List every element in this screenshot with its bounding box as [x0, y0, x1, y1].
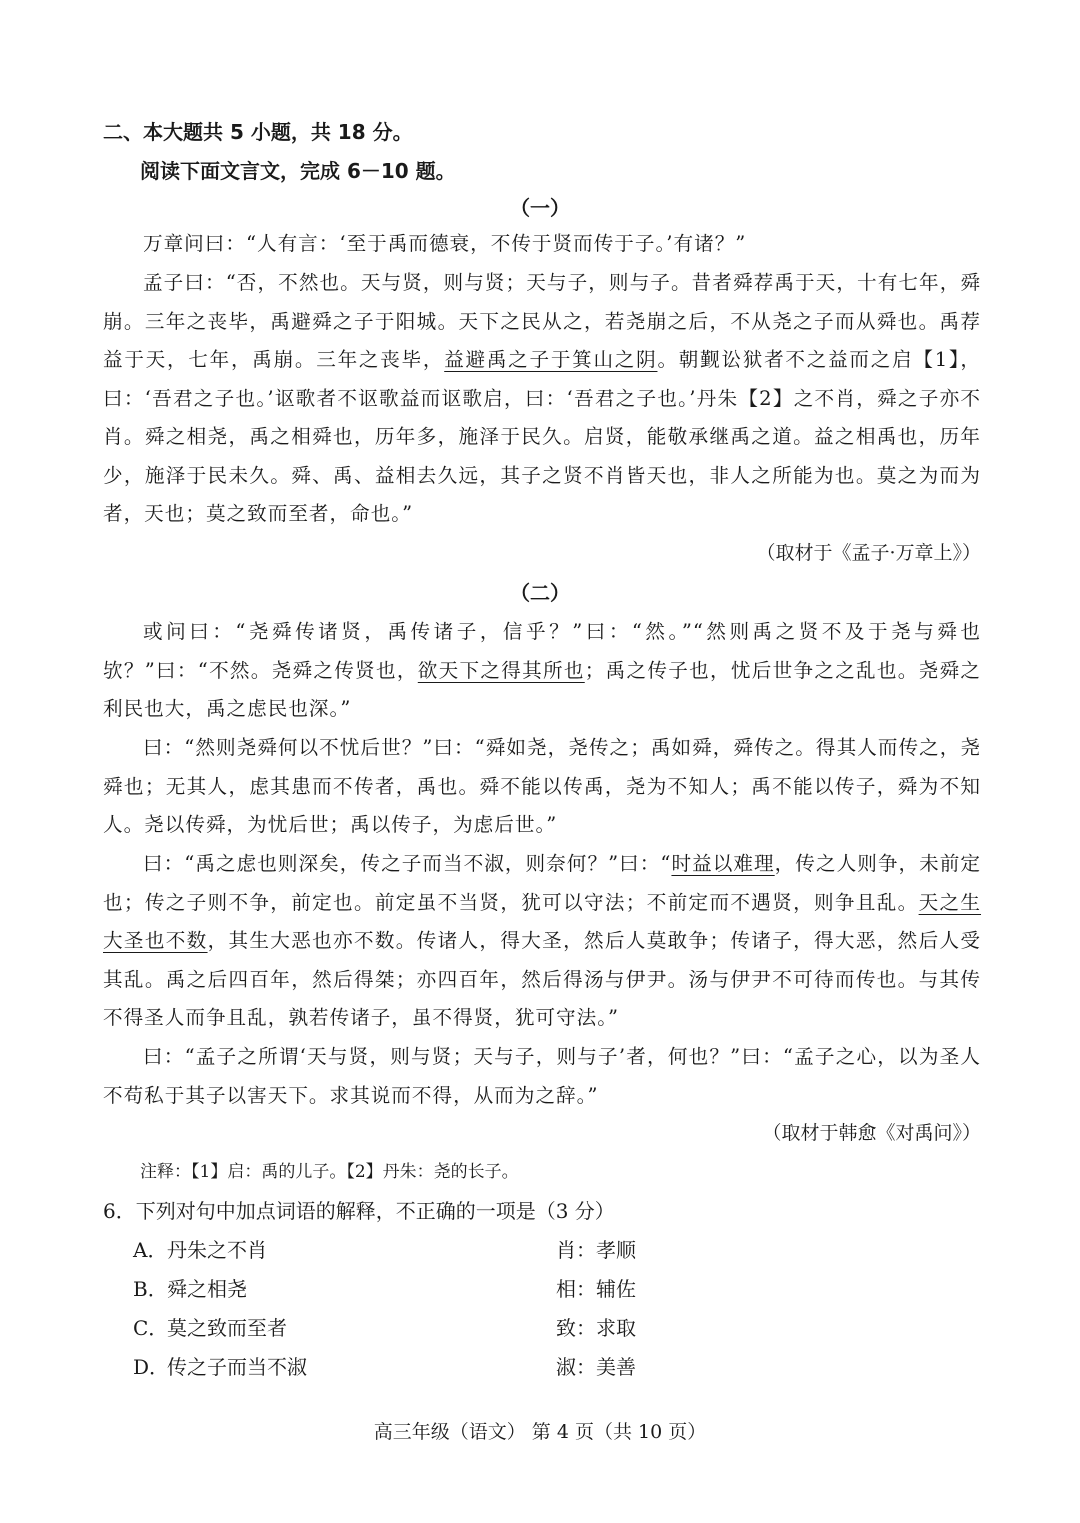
option-label: B． — [133, 1277, 168, 1301]
option-label: D． — [133, 1355, 170, 1379]
passage-2-text-a: 或问曰：“尧舜传诸贤，禹传诸子，信乎？”曰：“然。”“然则禹之贤不及于尧与舜也欤？”曰：“不然。尧舜之传贤也， — [103, 620, 981, 682]
passage-2-paragraph-3 — [103, 845, 981, 1038]
option-explanation: 致：求取 — [556, 1316, 636, 1340]
option-d — [133, 1351, 733, 1389]
passage-1-title: （一） — [510, 196, 570, 220]
passage-2-paragraph-2: 曰：“然则尧舜何以不忧后世？”曰：“舜如尧，尧传之；禹如舜，舜传之。得其人而传之，尧舜也；无其人，虑其患而不传者，禹也。舜不能以传禹，尧为不知人；禹不能以传子，舜为不知人。尧以传舜，为忧后世；禹以传子，为虑后世。” — [103, 736, 981, 836]
option-explanation: 肖：孝顺 — [556, 1238, 636, 1262]
annotation-notes: 注释：【1】启：禹的儿子。【2】丹朱：尧的长子。 — [140, 1162, 519, 1182]
underlined-sentence-2: 欲天下之得其所也 — [417, 658, 585, 682]
passage-2-paragraph-4: 曰：“孟子之所谓‘天与贤，则与贤；天与子，则与子’者，何也？”曰：“孟子之心，以为圣人不苟私于其子以害天下。求其说而不得，从而为之辞。” — [103, 1045, 981, 1107]
option-explanation: 相：辅佐 — [556, 1277, 636, 1301]
question-6-stem: 6．下列对句中加点词语的解释，不正确的一项是（3 分） — [103, 1199, 615, 1223]
section-heading: 二、本大题共 5 小题，共 18 分。 — [103, 120, 413, 144]
underlined-sentence-1: 益避禹之子于箕山之阴 — [444, 348, 658, 371]
passage-2-text-b: ；禹之传子也，忧后世争之之乱也。尧舜之利民也大，禹之虑民也深。” — [103, 658, 982, 720]
option-explanation: 淑：美善 — [556, 1355, 636, 1379]
option-sentence: 舜之相尧 — [167, 1277, 247, 1301]
passage-1-paragraph-1: 万章问曰：“人有言：‘至于禹而德衰，不传于贤而传于子。’有诸？” — [143, 232, 747, 255]
passage-1-text-b: 。朝觐讼狱者不之益而之启【1】，曰：‘吾君之子也。’讴歌者不讴歌益而讴歌启，曰：‘吾君之子也。’丹朱【2】之不肖，舜之子亦不肖。舜之相尧，禹之相舜也，历年多，施泽于民久。启贤，能敬承继禹之道。益之相禹也，历年少，施泽于民未久。舜、禹、益相去久远，其子之贤不肖皆天也，非人之所能为也。莫之为而为者，天也；莫之致而至者，命也。” — [103, 348, 982, 525]
passage-2-source: （取材于韩愈《对禹问》） — [762, 1122, 981, 1144]
option-sentence: 传之子而当不淑 — [167, 1355, 307, 1379]
option-c — [133, 1312, 733, 1350]
underlined-sentence-3: 时益以难理 — [671, 852, 775, 875]
passage-2-text-c: 曰：“禹之虑也则深矣，传之子而当不淑，则奈何？”曰：“ — [143, 852, 672, 875]
option-sentence: 莫之致而至者 — [167, 1316, 287, 1340]
option-label: C． — [133, 1316, 169, 1340]
option-label: A． — [133, 1238, 168, 1262]
option-b — [133, 1273, 733, 1311]
passage-2-text-e: ，其生大恶也亦不数。传诸人，得大圣，然后人莫敢争；传诸子，得大恶，然后人受其乱。禹之后四百年，然后得桀；亦四百年，然后得汤与伊尹。汤与伊尹不可待而传也。与其传不得圣人而争且乱，孰若传诸子，虽不得贤，犹可守法。” — [103, 929, 981, 1029]
option-sentence: 丹朱之不肖 — [167, 1238, 267, 1262]
passage-2-text-d: ，传之人则争，未前定也；传之子则不争，前定也。前定虽不当贤，犹可以守法；不前定而不遇贤，则争且乱。 — [103, 852, 982, 914]
passage-1-paragraph-2 — [103, 264, 981, 534]
passage-2-paragraph-1 — [103, 613, 981, 729]
section-instruction: 阅读下面文言文，完成 6－10 题。 — [140, 159, 456, 183]
page-footer: 高三年级（语文） 第 4 页（共 10 页） — [373, 1421, 707, 1443]
passage-2-title: （二） — [510, 581, 570, 605]
passage-1-text-a: 孟子曰：“否，不然也。天与贤，则与贤；天与子，则与子。昔者舜荐禹于天，十有七年，舜崩。三年之丧毕，禹避舜之子于阳城。天下之民从之，若尧崩之后，不从尧之子而从舜也。禹荐益于天，七年，禹崩。三年之丧毕， — [103, 271, 981, 371]
underlined-sentence-4: 天之生大圣也不数 — [103, 890, 982, 952]
option-a — [133, 1234, 733, 1272]
passage-1-source: （取材于《孟子·万章上》） — [756, 542, 981, 564]
